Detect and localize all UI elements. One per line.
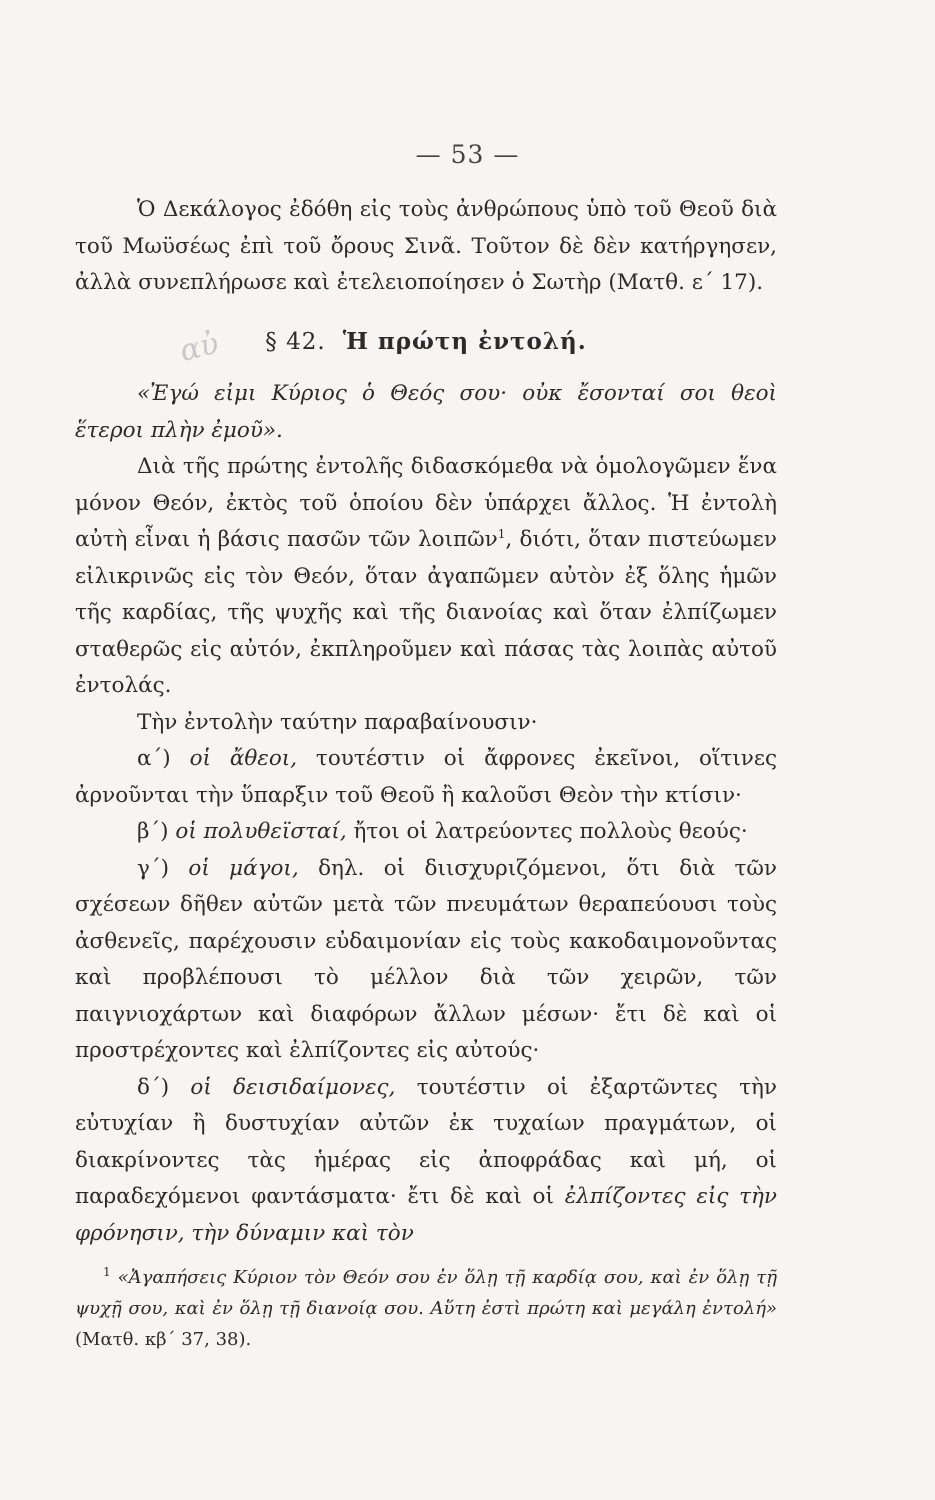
footnote-number: 1 — [103, 1265, 111, 1279]
commandment-quote: «Ἐγώ εἰμι Κύριος ὁ Θεός σου· οὐκ ἔσονταί σοι θεοὶ ἕτεροι πλὴν ἐμοῦ». — [75, 381, 777, 443]
faint-handwritten-mark: αὐ — [176, 325, 223, 370]
explanation-paragraph — [75, 449, 777, 705]
list-text: τουτέστιν οἱ ἐξαρτῶντες τὴν εὐτυχίαν ἢ δυστυχίαν αὐτῶν ἐκ τυχαίων πραγμάτων, οἱ διακρίνοντες τὰς ἡμέρας εἰς ἀποφράδας καὶ μή, οἱ παραδεχόμενοι φαντάσματα· ἔτι δὲ καὶ οἱ — [75, 1074, 777, 1209]
list-label: α΄) — [137, 746, 171, 771]
intro-paragraph: Ὁ Δεκάλογος ἐδόθη εἰς τοὺς ἀνθρώπους ὑπὸ τοῦ Θεοῦ διὰ τοῦ Μωϋσέως ἐπὶ τοῦ ὄρους Σινᾶ. Τοῦτον δὲ δὲν κατήργησεν, ἀλλὰ συνεπλήρωσε καὶ ἐτελειοποίησεν ὁ Σωτὴρ (Ματθ. ε΄ 17). — [75, 197, 777, 295]
list-term: οἱ μάγοι, — [188, 855, 299, 881]
page-number: — 53 — — [415, 140, 520, 169]
footnote-quote: «Ἀγαπήσεις Κύριον τὸν Θεόν σου ἐν ὅλῃ τῇ καρδίᾳ σου, καὶ ἐν ὅλῃ τῇ ψυχῇ σου, καὶ ἐν ὅλῃ τῇ διανοίᾳ σου. Αὕτη ἐστὶ πρώτη καὶ μεγάλη ἐντολή» — [75, 1267, 777, 1319]
section-mark: § 42. — [265, 328, 326, 355]
list-item-a — [75, 741, 777, 814]
footnote-citation: (Ματθ. κβ΄ 37, 38). — [75, 1329, 252, 1350]
list-label: β΄) — [137, 819, 169, 844]
list-term: οἱ πολυθεϊσταί, — [175, 819, 347, 844]
list-text: ἤτοι οἱ λατρεύοντες πολλοὺς θεούς· — [353, 819, 748, 844]
list-term: οἱ δεισιδαίμονες, — [190, 1074, 396, 1100]
list-item-b — [75, 814, 777, 851]
list-text: τουτέστιν οἱ ἄφρονες ἐκεῖνοι, οἵτινες ἀρνοῦνται τὴν ὕπαρξιν τοῦ Θεοῦ ἢ καλοῦσι Θεὸν τὴν κτίσιν· — [75, 746, 777, 808]
section-heading — [75, 324, 777, 361]
list-label: δ΄) — [137, 1074, 170, 1100]
explanation-text-start: Διὰ τῆς πρώτης ἐντολῆς διδασκόμεθα νὰ ὁμολογῶμεν ἕνα μόνον Θεόν, ἐκτὸς τοῦ ὁποίου δὲν ὑπάρχει ἄλλος. Ἡ ἐντολὴ αὐτὴ εἶναι ἡ βάσις πασῶν τῶν λοιπῶν — [75, 454, 777, 552]
footnote-reference: 1 — [497, 526, 506, 541]
list-item-d — [75, 1070, 777, 1253]
explanation-text-end: , διότι, ὅταν πιστεύωμεν εἰλικρινῶς εἰς τὸν Θεόν, ὅταν ἀγαπῶμεν αὐτὸν ἐξ ὅλης ἡμῶν τῆς καρδίας, τῆς ψυχῆς καὶ τῆς διανοίας καὶ ὅταν ἐλπίζωμεν σταθερῶς εἰς αὐτόν, ἐκπληροῦμεν καὶ πάσας τὰς λοιπὰς αὐτοῦ ἐντολάς. — [75, 527, 778, 698]
list-term: οἱ ἄθεοι, — [189, 746, 298, 771]
section-title: Ἡ πρώτη ἐντολή. — [342, 327, 587, 355]
violators-intro: Τὴν ἐντολὴν ταύτην παραβαίνουσιν· — [137, 709, 538, 735]
list-item-c — [75, 851, 777, 1070]
footnote — [75, 1262, 777, 1355]
list-text-italic: ἐλπίζοντες εἰς τὴν φρόνησιν, τὴν δύναμιν καὶ τὸν — [75, 1184, 778, 1246]
list-label: γ΄) — [137, 855, 169, 881]
list-text: δηλ. οἱ διισχυριζόμενοι, ὅτι διὰ τῶν σχέσεων δῆθεν αὐτῶν μετὰ τῶν πνευμάτων θεραπεύουσι τοὺς ἀσθενεῖς, παρέχουσιν εὐδαιμονίαν εἰς τοὺς κακοδαιμονοῦντας καὶ προβλέπουσι τὸ μέλλον διὰ τῶν χειρῶν, τῶν παιγνιοχάρτων καὶ διαφόρων ἄλλων μέσων· ἔτι δὲ καὶ οἱ προστρέχοντες καὶ ἐλπίζοντες εἰς αὐτούς· — [75, 855, 777, 1063]
page-body — [75, 192, 777, 1252]
